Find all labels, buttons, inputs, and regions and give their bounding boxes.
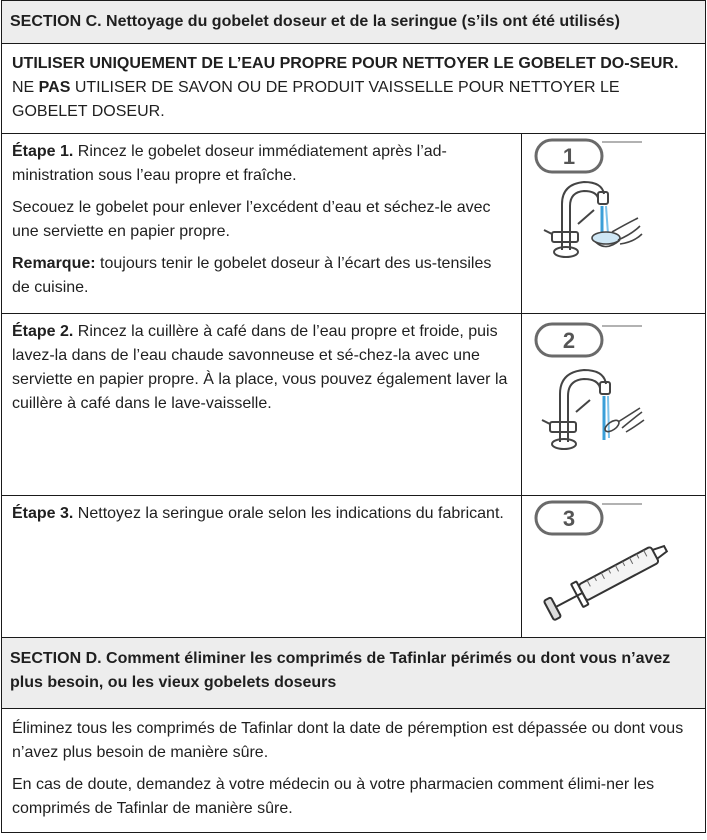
disposal-paragraph-2: En cas de doute, demandez à votre médecin ou à votre pharmacien comment élimi-ner les comprimés de Tafinlar de manière sûre.: [12, 776, 655, 817]
step-3-illustration: [522, 496, 705, 637]
disposal-instructions: [2, 708, 705, 832]
warning-ne: NE: [12, 79, 39, 96]
step-3-row: [2, 495, 705, 637]
water-stream: [602, 206, 608, 234]
step-2-number: 2: [562, 328, 576, 353]
water-stream: [604, 396, 609, 440]
cleaning-warning: [2, 43, 705, 133]
step-number-badge: [536, 140, 642, 172]
step-1-label: Étape 1.: [12, 143, 74, 160]
step-number-badge: [536, 324, 642, 356]
step-1-paragraph-2: Secouez le gobelet pour enlever l’excédent d’eau et séchez-le avec une serviette en papier propre.: [12, 199, 491, 240]
step-1-illustration: [522, 134, 705, 313]
step-1-row: [2, 133, 705, 313]
warning-bold-start: UTILISER UNIQUEMENT DE L’EAU PROPRE POUR NETTOYER LE GOBELET DO-SEUR.: [12, 55, 679, 72]
step-1-text: [2, 134, 522, 313]
section-c-header: [2, 0, 705, 43]
section-d-header: [2, 637, 705, 708]
step-2-label: Étape 2.: [12, 323, 74, 340]
step-1-instruction: Rincez le gobelet doseur immédiatement après l’ad-ministration sous l’eau propre et fraîche.: [12, 143, 447, 184]
step-2-row: [2, 313, 705, 495]
section-d-title: SECTION D. Comment éliminer les comprimés de Tafinlar périmés ou dont vous n’avez plus besoin, ou les vieux gobelets doseurs: [10, 650, 671, 691]
step-3-instruction: Nettoyez la seringue orale selon les indications du fabricant.: [73, 505, 504, 522]
step-1-number: 1: [562, 144, 576, 169]
warning-rest: UTILISER DE SAVON OU DE PRODUIT VAISSELLE POUR NETTOYER LE GOBELET DOSEUR.: [12, 79, 620, 120]
step-1-remark-label: Remarque:: [12, 255, 96, 272]
step-2-instruction: Rincez la cuillère à café dans de l’eau propre et froide, puis lavez-la dans de l’eau chaude savonneuse et sé-chez-la avec une serviette en papier propre. À la place, vous pouvez également laver la cuillère à café dans le lave-vaisselle.: [12, 323, 508, 412]
section-c-title: SECTION C. Nettoyage du gobelet doseur et de la seringue (s’ils ont été utilisés): [10, 13, 620, 30]
step-1-remark-text: toujours tenir le gobelet doseur à l’écart des us-tensiles de cuisine.: [12, 255, 492, 296]
step-number-badge: [536, 502, 642, 534]
step-3-label: Étape 3.: [12, 505, 74, 522]
step-3-text: [2, 496, 522, 637]
warning-pas: PAS: [38, 79, 71, 96]
oral-syringe-icon: [543, 537, 672, 622]
disposal-paragraph-1: Éliminez tous les comprimés de Tafinlar dont la date de péremption est dépassée ou dont vous n’avez plus besoin de manière sûre.: [12, 720, 684, 761]
step-2-illustration: [522, 314, 705, 495]
measuring-cup-icon: [592, 218, 642, 247]
instructions-table: [1, 0, 706, 833]
cleaning-warning-text: [12, 52, 695, 124]
step-3-number: 3: [562, 506, 576, 531]
step-2-text: [2, 314, 522, 495]
faucet-icon: [542, 370, 610, 449]
faucet-icon: [544, 182, 608, 257]
